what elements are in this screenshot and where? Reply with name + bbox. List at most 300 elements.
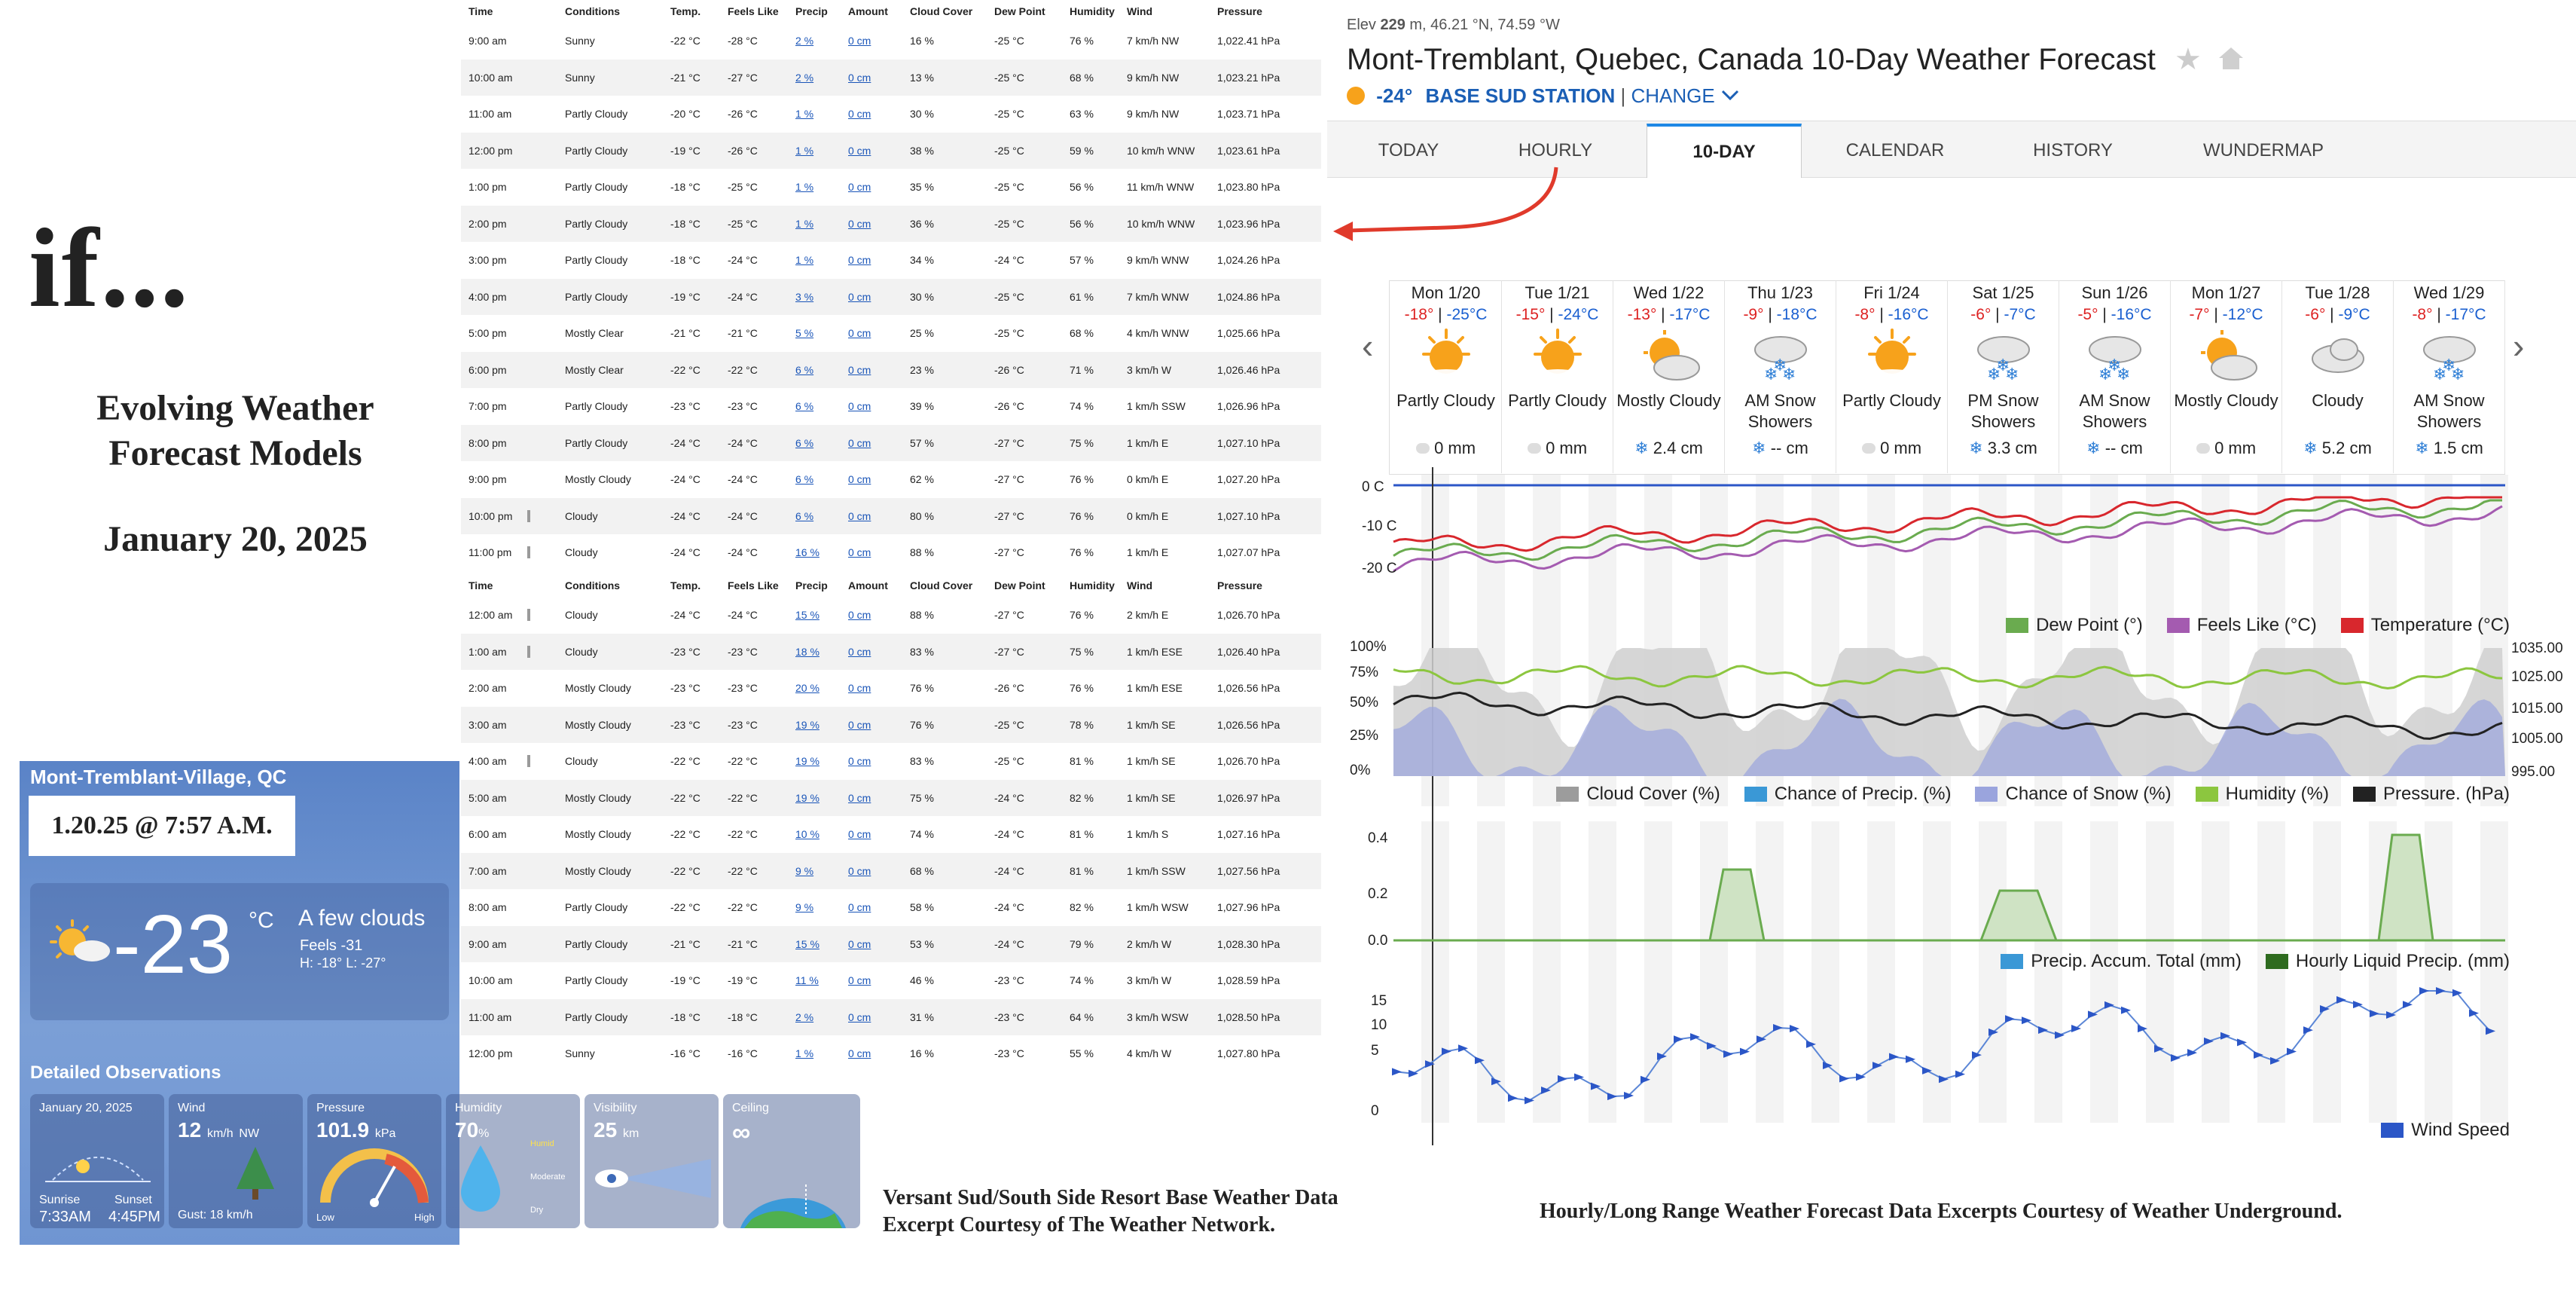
day-card[interactable] — [2282, 280, 2394, 473]
cell-precip[interactable]: 1 % — [795, 254, 814, 267]
cell-dp: -27 °C — [994, 645, 1024, 658]
wind-legend — [2381, 1120, 2510, 1141]
cell-amount[interactable]: 0 cm — [848, 108, 871, 121]
humidity-unit: % — [478, 1127, 490, 1140]
cell-time: 7:00 pm — [469, 400, 507, 413]
cell-feels: -18 °C — [728, 1010, 758, 1023]
day-conditions — [1613, 390, 1724, 434]
day-card[interactable] — [1836, 280, 1948, 473]
grid-stripe — [1756, 821, 1784, 1123]
cell-precip[interactable]: 1 % — [795, 1047, 814, 1060]
cloud-icon — [527, 609, 565, 621]
cell-precip[interactable]: 6 % — [795, 473, 814, 486]
wind-arrow-icon — [2287, 1048, 2297, 1056]
cell-time: 9:00 am — [469, 937, 507, 950]
day-hi-lo: -9° | -18°C — [1743, 306, 1818, 323]
table-row — [461, 634, 1321, 671]
tab-history[interactable]: HISTORY — [2033, 140, 2113, 160]
grid-stripe — [1867, 821, 1895, 1123]
cell-hum: 64 % — [1070, 1010, 1094, 1023]
table-row — [461, 926, 1321, 963]
humidity-title: Humidity — [455, 1102, 502, 1114]
day-conditions — [2282, 390, 2393, 434]
day-low: -25°C — [1446, 306, 1488, 323]
column-header: Pressure — [1217, 5, 1262, 17]
cell-temp: -24 °C — [670, 546, 700, 559]
column-header: Cloud Cover — [910, 5, 973, 17]
cell-pres: 1,026.96 hPa — [1217, 400, 1280, 413]
cell-precip[interactable]: 6 % — [795, 436, 814, 449]
cell-precip[interactable]: 1 % — [795, 108, 814, 121]
snow-cloud-icon — [1948, 324, 2059, 390]
change-link[interactable]: CHANGE — [1631, 84, 1715, 107]
day-cond-1: Cloudy — [2312, 391, 2364, 410]
cell-cond: Mostly Clear — [565, 327, 624, 340]
legend-swatch — [2196, 787, 2218, 802]
annotation-arrow — [1326, 158, 1567, 241]
table-row — [461, 597, 1321, 634]
cell-hum: 82 % — [1070, 901, 1094, 914]
cell-amount[interactable]: 0 cm — [848, 682, 871, 695]
day-cond-1: PM Snow — [1967, 391, 2039, 410]
tab-wundermap[interactable]: WUNDERMAP — [2203, 140, 2324, 160]
cell-hum: 74 % — [1070, 400, 1094, 413]
cell-pres: 1,026.46 hPa — [1217, 363, 1280, 376]
cell-cc: 34 % — [910, 254, 934, 267]
cell-hum: 61 % — [1070, 290, 1094, 303]
day-low: -16°C — [1888, 306, 1929, 323]
cell-cond: Partly Cloudy — [565, 290, 628, 303]
cell-amount[interactable]: 0 cm — [848, 1010, 871, 1023]
table-row — [461, 242, 1321, 279]
cell-hum: 76 % — [1070, 682, 1094, 695]
wind-tile[interactable] — [169, 1094, 303, 1228]
home-icon[interactable] — [2217, 45, 2245, 71]
day-cond-2: Showers — [2416, 412, 2482, 431]
cell-amount[interactable]: 0 cm — [848, 645, 871, 658]
humidity-tile[interactable] — [446, 1094, 580, 1228]
feels-like: Feels -31 — [300, 937, 363, 954]
cell-precip[interactable]: 9 % — [795, 901, 814, 914]
cell-amount[interactable]: 0 cm — [848, 864, 871, 877]
cell-precip[interactable]: 19 % — [795, 755, 819, 768]
visibility-title: Visibility — [594, 1102, 637, 1114]
cell-precip[interactable]: 3 % — [795, 290, 814, 303]
footer-left — [883, 1185, 1338, 1239]
table-row — [461, 962, 1321, 999]
cell-wind: 4 km/h W — [1127, 1047, 1172, 1060]
day-low: -17°C — [1669, 306, 1711, 323]
grid-stripe — [2425, 821, 2452, 1123]
cell-feels: -24 °C — [728, 546, 758, 559]
tree-icon — [229, 1144, 282, 1204]
day-low: -17°C — [2445, 306, 2486, 323]
cell-feels: -22 °C — [728, 363, 758, 376]
cell-cond: Mostly Cloudy — [565, 682, 631, 695]
cell-pres: 1,027.56 hPa — [1217, 864, 1280, 877]
legend-label: Precip. Accum. Total (mm) — [2031, 951, 2242, 971]
ceiling-title: Ceiling — [732, 1102, 769, 1114]
column-header: Temp. — [670, 5, 701, 17]
humidity-value: 70 — [455, 1118, 479, 1142]
day-name: Mon 1/20 — [1411, 283, 1481, 302]
cell-precip[interactable]: 19 % — [795, 791, 819, 804]
day-low: -12°C — [2222, 306, 2263, 323]
day-high: -9° — [1743, 306, 1764, 323]
day-card[interactable] — [1390, 280, 1502, 473]
cell-cc: 46 % — [910, 974, 934, 987]
day-name: Sat 1/25 — [1972, 283, 2034, 302]
cell-time: 11:00 am — [469, 108, 512, 121]
cell-precip[interactable]: 2 % — [795, 71, 814, 84]
wind-arrow-icon — [2005, 1015, 2015, 1023]
table-row — [461, 461, 1321, 498]
cell-wind: 1 km/h E — [1127, 546, 1169, 559]
day-card[interactable] — [2394, 280, 2505, 473]
cell-hum: 71 % — [1070, 363, 1094, 376]
cell-feels: -21 °C — [728, 937, 758, 950]
cell-precip[interactable]: 6 % — [795, 363, 814, 376]
cell-cc: 36 % — [910, 217, 934, 230]
cell-feels: -23 °C — [728, 400, 758, 413]
day-name: Wed 1/29 — [2413, 283, 2485, 302]
grid-stripe — [2480, 821, 2508, 1123]
cell-dp: -24 °C — [994, 864, 1024, 877]
cell-cond: Partly Cloudy — [565, 937, 628, 950]
day-conditions — [2171, 390, 2281, 434]
ceiling-value: ∞ — [732, 1118, 751, 1147]
cell-dp: -26 °C — [994, 363, 1024, 376]
cell-dp: -25 °C — [994, 35, 1024, 47]
tab-calendar[interactable]: CALENDAR — [1845, 140, 1945, 160]
partly-cloudy-sun-icon — [1836, 324, 1947, 390]
cell-amount[interactable]: 0 cm — [848, 546, 871, 559]
cell-cc: 16 % — [910, 1047, 934, 1060]
column-header: Time — [469, 579, 493, 592]
legend-swatch — [2353, 787, 2376, 802]
cell-precip[interactable]: 18 % — [795, 645, 819, 658]
cell-precip[interactable]: 5 % — [795, 327, 814, 340]
wind-arrow-icon — [2469, 1010, 2479, 1017]
day-cond-2: Showers — [2082, 412, 2147, 431]
cell-wind: 1 km/h SSW — [1127, 864, 1186, 877]
cell-temp: -21 °C — [670, 327, 700, 340]
cell-cond: Sunny — [565, 1047, 595, 1060]
tab-10-day[interactable]: 10-DAY — [1647, 124, 1802, 178]
cell-amount[interactable]: 0 cm — [848, 509, 871, 522]
cell-hum: 82 % — [1070, 791, 1094, 804]
cell-pres: 1,025.66 hPa — [1217, 327, 1280, 340]
cell-amount[interactable]: 0 cm — [848, 901, 871, 914]
cell-precip[interactable]: 15 % — [795, 937, 819, 950]
star-icon[interactable]: ★ — [2174, 43, 2202, 76]
station-temp: -24° — [1376, 84, 1413, 107]
cell-pres: 1,024.26 hPa — [1217, 254, 1280, 267]
earth-icon — [737, 1185, 850, 1228]
cell-feels: -23 °C — [728, 718, 758, 731]
cell-precip[interactable]: 6 % — [795, 509, 814, 522]
cell-time: 8:00 am — [469, 901, 507, 914]
snow-cloud-icon — [1725, 324, 1836, 390]
tab-today[interactable]: TODAY — [1378, 140, 1439, 160]
wind-arrow-icon — [1674, 1035, 1683, 1043]
cell-amount[interactable]: 0 cm — [848, 327, 871, 340]
pressure-title: Pressure — [316, 1102, 365, 1114]
cell-temp: -24 °C — [670, 436, 700, 449]
day-low: -18°C — [1776, 306, 1818, 323]
cell-temp: -19 °C — [670, 290, 700, 303]
subtitle — [0, 386, 471, 476]
cell-cond: Partly Cloudy — [565, 217, 628, 230]
cell-precip[interactable]: 19 % — [795, 718, 819, 731]
cell-cc: 38 % — [910, 144, 934, 157]
cell-cond: Mostly Cloudy — [565, 864, 631, 877]
legend-label: Pressure. (hPa) — [2382, 784, 2510, 804]
cell-amount[interactable]: 0 cm — [848, 436, 871, 449]
legend-swatch — [2341, 618, 2364, 633]
day-high: -6° — [2305, 306, 2326, 323]
cell-dp: -26 °C — [994, 400, 1024, 413]
cell-cond: Partly Cloudy — [565, 254, 628, 267]
cell-wind: 1 km/h S — [1127, 828, 1169, 841]
wind-arrow-icon — [1508, 1094, 1518, 1102]
cell-pres: 1,023.71 hPa — [1217, 108, 1280, 121]
cell-amount[interactable]: 0 cm — [848, 181, 871, 194]
cell-amount[interactable]: 0 cm — [848, 400, 871, 413]
cell-cc: 30 % — [910, 290, 934, 303]
cell-precip[interactable]: 1 % — [795, 217, 814, 230]
cell-cond: Mostly Cloudy — [565, 718, 631, 731]
legend-label: Humidity (%) — [2225, 784, 2329, 804]
cell-hum: 68 % — [1070, 327, 1094, 340]
cell-temp: -23 °C — [670, 718, 700, 731]
day-card[interactable] — [1613, 280, 1725, 473]
cell-amount[interactable]: 0 cm — [848, 254, 871, 267]
cell-amount[interactable]: 0 cm — [848, 791, 871, 804]
pressure-axis-label: 1035.00 — [2511, 640, 2563, 656]
cell-wind: 0 km/h E — [1127, 509, 1169, 522]
cell-hum: 56 % — [1070, 217, 1094, 230]
cell-dp: -25 °C — [994, 327, 1024, 340]
cell-cc: 39 % — [910, 400, 934, 413]
cell-time: 5:00 pm — [469, 327, 507, 340]
cell-amount[interactable]: 0 cm — [848, 609, 871, 622]
cell-cc: 88 % — [910, 546, 934, 559]
sun-tile[interactable] — [30, 1094, 164, 1228]
cell-amount[interactable]: 0 cm — [848, 363, 871, 376]
day-precip-amount: 1.5 cm — [2433, 439, 2483, 457]
tab-hourly[interactable]: HOURLY — [1518, 140, 1593, 160]
precip-axis-label: 0.4 — [1368, 830, 1388, 846]
legend-swatch — [2001, 954, 2023, 969]
ceiling-tile[interactable] — [723, 1094, 860, 1228]
svg-text:❄: ❄ — [1781, 365, 1796, 384]
day-name: Mon 1/27 — [2191, 283, 2261, 302]
cell-time: 6:00 am — [469, 828, 507, 841]
cell-temp: -18 °C — [670, 181, 700, 194]
legend-swatch — [2167, 618, 2190, 633]
wind-arrow-icon — [2303, 1026, 2313, 1034]
eye-icon — [591, 1156, 711, 1201]
day-conditions — [2394, 390, 2504, 434]
mostly-cloudy-sun-icon — [2171, 324, 2281, 390]
cell-cond: Partly Cloudy — [565, 1010, 628, 1023]
cell-precip[interactable]: 20 % — [795, 682, 819, 695]
day-conditions — [1502, 390, 1613, 434]
cell-precip[interactable]: 9 % — [795, 864, 814, 877]
svg-text:❄: ❄ — [2116, 365, 2130, 384]
cell-time: 1:00 pm — [469, 181, 507, 194]
cell-pres: 1,023.21 hPa — [1217, 71, 1280, 84]
table-row — [461, 23, 1321, 60]
cell-dp: -26 °C — [994, 682, 1024, 695]
pressure-axis-label: 1025.00 — [2511, 669, 2563, 685]
observations-heading: Detailed Observations — [30, 1062, 221, 1083]
pressure-low: Low — [316, 1212, 334, 1223]
cell-hum: 59 % — [1070, 144, 1094, 157]
cell-feels: -25 °C — [728, 181, 758, 194]
twn-location[interactable]: Mont-Tremblant-Village, QC — [30, 766, 287, 788]
day-name: Tue 1/28 — [2305, 283, 2370, 302]
cell-wind: 3 km/h WSW — [1127, 1010, 1189, 1023]
cell-feels: -22 °C — [728, 828, 758, 841]
table-row — [461, 999, 1321, 1036]
cell-feels: -23 °C — [728, 682, 758, 695]
cell-precip[interactable]: 2 % — [795, 1010, 814, 1023]
cell-amount[interactable]: 0 cm — [848, 144, 871, 157]
day-high: -15° — [1515, 306, 1546, 323]
legend-label: Chance of Snow (%) — [2005, 784, 2172, 804]
cell-time: 5:00 am — [469, 791, 507, 804]
hourly-table — [461, 0, 1321, 1079]
legend-label: Chance of Precip. (%) — [1774, 784, 1952, 804]
cell-dp: -27 °C — [994, 609, 1024, 622]
cell-precip[interactable]: 2 % — [795, 35, 814, 47]
cell-amount[interactable]: 0 cm — [848, 473, 871, 486]
cell-pres: 1,024.86 hPa — [1217, 290, 1280, 303]
cell-cc: 83 % — [910, 755, 934, 768]
cell-temp: -19 °C — [670, 144, 700, 157]
wind-gust: Gust: 18 km/h — [178, 1209, 253, 1221]
cloud-legend — [1556, 784, 2510, 805]
chevron-left-icon[interactable]: ‹ — [1362, 326, 1374, 365]
cell-amount[interactable]: 0 cm — [848, 718, 871, 731]
day-precip-amount: 5.2 cm — [2321, 439, 2372, 457]
cell-cond: Partly Cloudy — [565, 181, 628, 194]
svg-text:❄: ❄ — [2441, 356, 2455, 375]
day-precip-amount: 0 mm — [1880, 439, 1922, 457]
cell-precip[interactable]: 15 % — [795, 609, 819, 622]
cell-amount[interactable]: 0 cm — [848, 937, 871, 950]
visibility-tile[interactable] — [584, 1094, 719, 1228]
snow-cloud-icon — [2059, 324, 2170, 390]
cell-amount[interactable]: 0 cm — [848, 217, 871, 230]
cloud-axis-label: 100% — [1350, 639, 1387, 655]
cell-dp: -25 °C — [994, 144, 1024, 157]
cell-hum: 81 % — [1070, 864, 1094, 877]
day-card[interactable] — [2059, 280, 2171, 473]
cell-time: 12:00 pm — [469, 1047, 513, 1060]
cell-feels: -26 °C — [728, 108, 758, 121]
cell-temp: -21 °C — [670, 937, 700, 950]
day-high: -13° — [1627, 306, 1657, 323]
svg-text:❄: ❄ — [1995, 356, 2010, 375]
cell-cond: Partly Cloudy — [565, 144, 628, 157]
cell-precip[interactable]: 6 % — [795, 400, 814, 413]
day-conditions — [1390, 390, 1501, 434]
chevron-right-icon[interactable]: › — [2513, 326, 2525, 365]
cell-precip[interactable]: 16 % — [795, 546, 819, 559]
day-card[interactable] — [1725, 280, 1836, 473]
pressure-value: 101.9 — [316, 1118, 370, 1142]
precip-legend — [2001, 951, 2510, 972]
pressure-tile[interactable] — [307, 1094, 441, 1228]
pressure-unit: kPa — [374, 1127, 396, 1140]
cell-cond: Cloudy — [565, 546, 598, 559]
cell-amount[interactable]: 0 cm — [848, 71, 871, 84]
svg-text:❄: ❄ — [1986, 365, 2001, 384]
cell-amount[interactable]: 0 cm — [848, 35, 871, 47]
cell-hum: 74 % — [1070, 974, 1094, 987]
cell-dp: -25 °C — [994, 718, 1024, 731]
day-card[interactable] — [1948, 280, 2059, 473]
cell-precip[interactable]: 10 % — [795, 828, 819, 841]
cell-pres: 1,028.30 hPa — [1217, 937, 1280, 950]
cell-precip[interactable]: 1 % — [795, 144, 814, 157]
cell-temp: -16 °C — [670, 1047, 700, 1060]
wind-axis-label: 5 — [1371, 1043, 1379, 1059]
cell-precip[interactable]: 1 % — [795, 181, 814, 194]
cell-amount[interactable]: 0 cm — [848, 974, 871, 987]
table-row — [461, 206, 1321, 243]
station-name[interactable]: BASE SUD STATION — [1425, 84, 1616, 107]
sunrise-label: Sunrise — [39, 1194, 81, 1206]
cloud-icon — [527, 510, 565, 522]
cell-wind: 1 km/h SSW — [1127, 400, 1186, 413]
day-conditions — [1725, 390, 1836, 434]
cell-amount[interactable]: 0 cm — [848, 1047, 871, 1060]
wind-arrow-icon — [1392, 1068, 1402, 1075]
cell-precip[interactable]: 11 % — [795, 974, 819, 987]
day-cond-1: Partly Cloudy — [1842, 391, 1941, 410]
cell-dp: -24 °C — [994, 937, 1024, 950]
cell-cc: 25 % — [910, 327, 934, 340]
cell-pres: 1,027.16 hPa — [1217, 828, 1280, 841]
cell-amount[interactable]: 0 cm — [848, 755, 871, 768]
current-temp: -23 — [113, 898, 233, 991]
day-card[interactable] — [2171, 280, 2282, 473]
day-low: -24°C — [1558, 306, 1599, 323]
day-hi-lo: -8° | -17°C — [2412, 306, 2486, 323]
chevron-down-icon[interactable] — [1720, 89, 1740, 101]
cell-feels: -24 °C — [728, 509, 758, 522]
cell-hum: 76 % — [1070, 35, 1094, 47]
footer-left-line-2: Excerpt Courtesy of The Weather Network. — [883, 1213, 1276, 1237]
day-card[interactable] — [1502, 280, 1613, 473]
cell-amount[interactable]: 0 cm — [848, 828, 871, 841]
cell-dp: -25 °C — [994, 181, 1024, 194]
cell-time: 2:00 pm — [469, 217, 507, 230]
day-high: -7° — [2189, 306, 2210, 323]
cell-amount[interactable]: 0 cm — [848, 290, 871, 303]
cell-temp: -23 °C — [670, 645, 700, 658]
wind-axis-label: 10 — [1371, 1017, 1387, 1033]
cell-feels: -24 °C — [728, 473, 758, 486]
table-row — [461, 670, 1321, 707]
cell-hum: 63 % — [1070, 108, 1094, 121]
cell-pres: 1,027.96 hPa — [1217, 901, 1280, 914]
column-header: Conditions — [565, 579, 621, 592]
